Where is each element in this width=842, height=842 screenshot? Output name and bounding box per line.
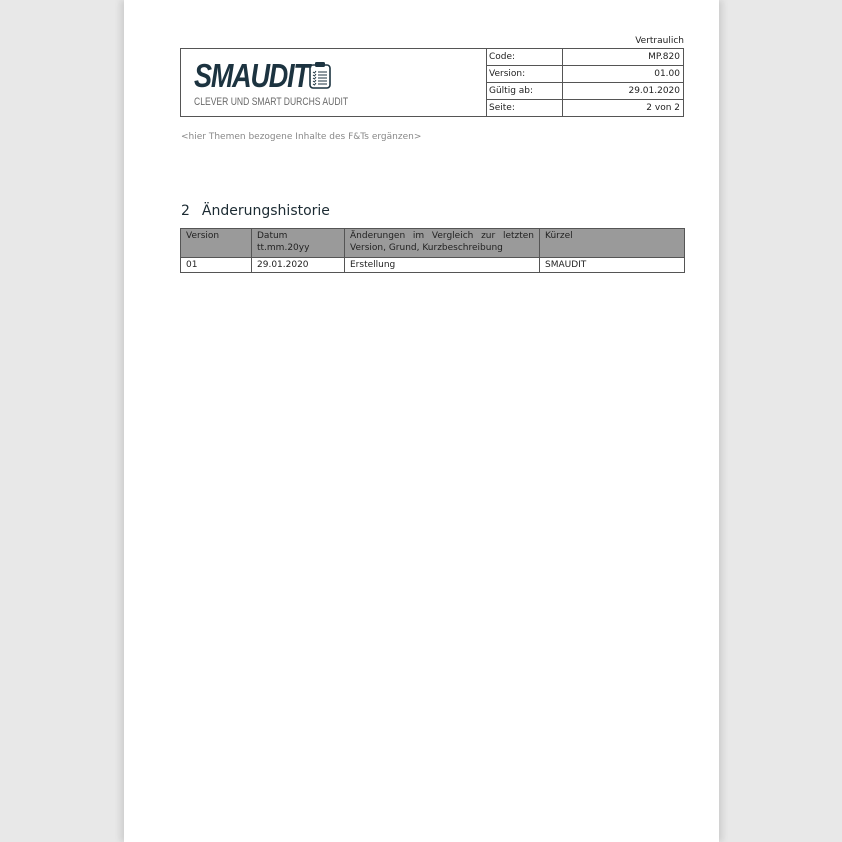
meta-row-page (486, 100, 683, 116)
meta-value: MP.820 (648, 52, 680, 62)
logo-tagline: CLEVER UND SMART DURCHS AUDIT (194, 96, 349, 108)
cell-date: 29.01.2020 (252, 258, 345, 273)
document-meta (486, 49, 683, 116)
confidentiality-label: Vertraulich (635, 36, 684, 46)
meta-row-code (486, 49, 683, 66)
meta-label: Seite: (486, 100, 563, 116)
meta-value: 01.00 (654, 69, 680, 79)
column-header-version: Version (181, 229, 252, 258)
section-number: 2 (181, 203, 190, 219)
meta-label: Gültig ab: (486, 83, 563, 99)
logo (181, 49, 487, 116)
section-title: Änderungshistorie (201, 203, 330, 219)
clipboard-checklist-icon (309, 61, 331, 89)
logo-wordmark: SMAUDIT (194, 57, 309, 94)
meta-value: 2 von 2 (646, 103, 680, 113)
document-header (180, 48, 684, 117)
column-header-changes: Änderungen im Vergleich zur letzten Version, Grund, Kurzbeschreibung (345, 229, 540, 258)
cell-version: 01 (181, 258, 252, 273)
table-row (181, 258, 685, 273)
cell-initials: SMAUDIT (540, 258, 685, 273)
placeholder-text: <hier Themen bezogene Inhalte des F&Ts ergänzen> (181, 132, 422, 142)
cell-changes: Erstellung (345, 258, 540, 273)
meta-label: Code: (486, 49, 563, 65)
meta-label: Version: (486, 66, 563, 82)
meta-row-version (486, 66, 683, 83)
column-header-initials: Kürzel (540, 229, 685, 258)
column-header-date: Datum tt.mm.20yy (252, 229, 345, 258)
table-header-row (181, 229, 685, 258)
section-heading (181, 203, 330, 219)
meta-row-valid-from (486, 83, 683, 100)
document-page (124, 0, 719, 842)
change-history-table (180, 228, 685, 273)
meta-value: 29.01.2020 (628, 86, 680, 96)
